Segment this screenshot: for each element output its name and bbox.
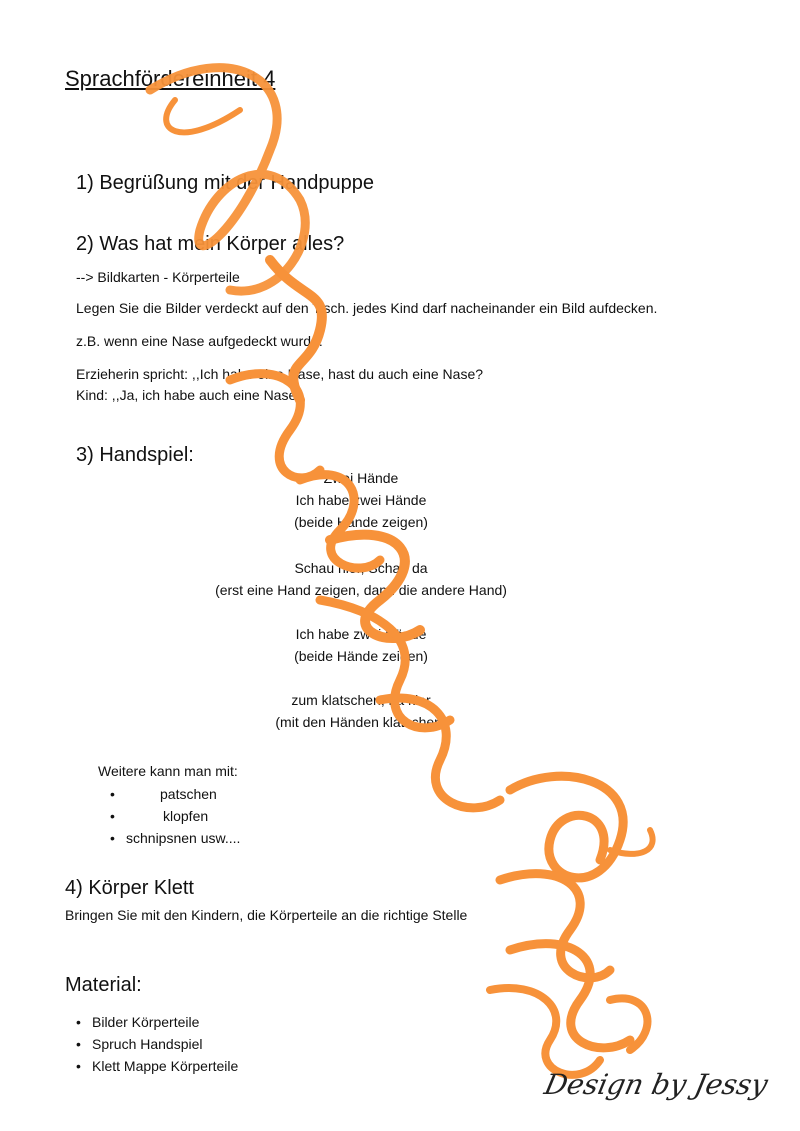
material-item: Spruch Handspiel (92, 1036, 203, 1052)
bullet-icon: • (76, 1058, 81, 1074)
poem-line: Schau hier, Schau da (294, 560, 428, 576)
poem-line: (beide Hände zeigen) (294, 514, 428, 530)
poem-line: Ich habe zwei Hände (295, 492, 427, 508)
material-heading: Material: (65, 974, 142, 996)
bildkarten-line: --> Bildkarten - Körperteile (76, 269, 240, 285)
material-item: Klett Mappe Körperteile (92, 1058, 239, 1074)
list-item: klopfen (163, 808, 209, 824)
poem-line: zum klatschen, na klar (291, 692, 431, 708)
bullet-icon: • (110, 830, 115, 846)
section-2-heading: 2) Was hat mein Körper alles? (76, 233, 345, 255)
section-1-heading: 1) Begrüßung mit der Handpuppe (76, 172, 374, 194)
dialog-line-2: Kind: ,,Ja, ich habe auch eine Nase! (76, 387, 301, 403)
instruction-text: Legen Sie die Bilder verdeckt auf den Tisch. jedes Kind darf nacheinander ein Bild aufdecken. (76, 300, 658, 316)
list-item: patschen (160, 786, 217, 802)
poem-line: Ich habe zwei Hände (295, 626, 427, 642)
poem-line: (beide Hände zeigen) (294, 648, 428, 664)
material-item: Bilder Körperteile (92, 1014, 200, 1030)
poem-line: (mit den Händen klatschen) (275, 714, 447, 730)
signature-logo: Design by Jessy (541, 1068, 771, 1101)
list-item: schnipsnen usw.... (126, 830, 241, 846)
dialog-line-1: Erzieherin spricht: ,,Ich habe eine Nase, hast du auch eine Nase? (76, 366, 484, 382)
example-text: z.B. wenn eine Nase aufgedeckt wurde: (76, 333, 323, 349)
poem-line: Zwei Hände (323, 470, 399, 486)
poem-line: (erst eine Hand zeigen, dann die andere Hand) (215, 582, 507, 598)
bullet-icon: • (76, 1014, 81, 1030)
section-4-heading: 4) Körper Klett (65, 877, 194, 899)
bullet-icon: • (76, 1036, 81, 1052)
bullet-icon: • (110, 786, 115, 802)
document-title: Sprachfördereinheit 4 (65, 66, 276, 91)
bullet-icon: • (110, 808, 115, 824)
section-3-heading: 3) Handspiel: (76, 444, 194, 466)
more-intro: Weitere kann man mit: (98, 763, 238, 779)
section-4-text: Bringen Sie mit den Kindern, die Körperteile an die richtige Stelle (65, 907, 468, 923)
